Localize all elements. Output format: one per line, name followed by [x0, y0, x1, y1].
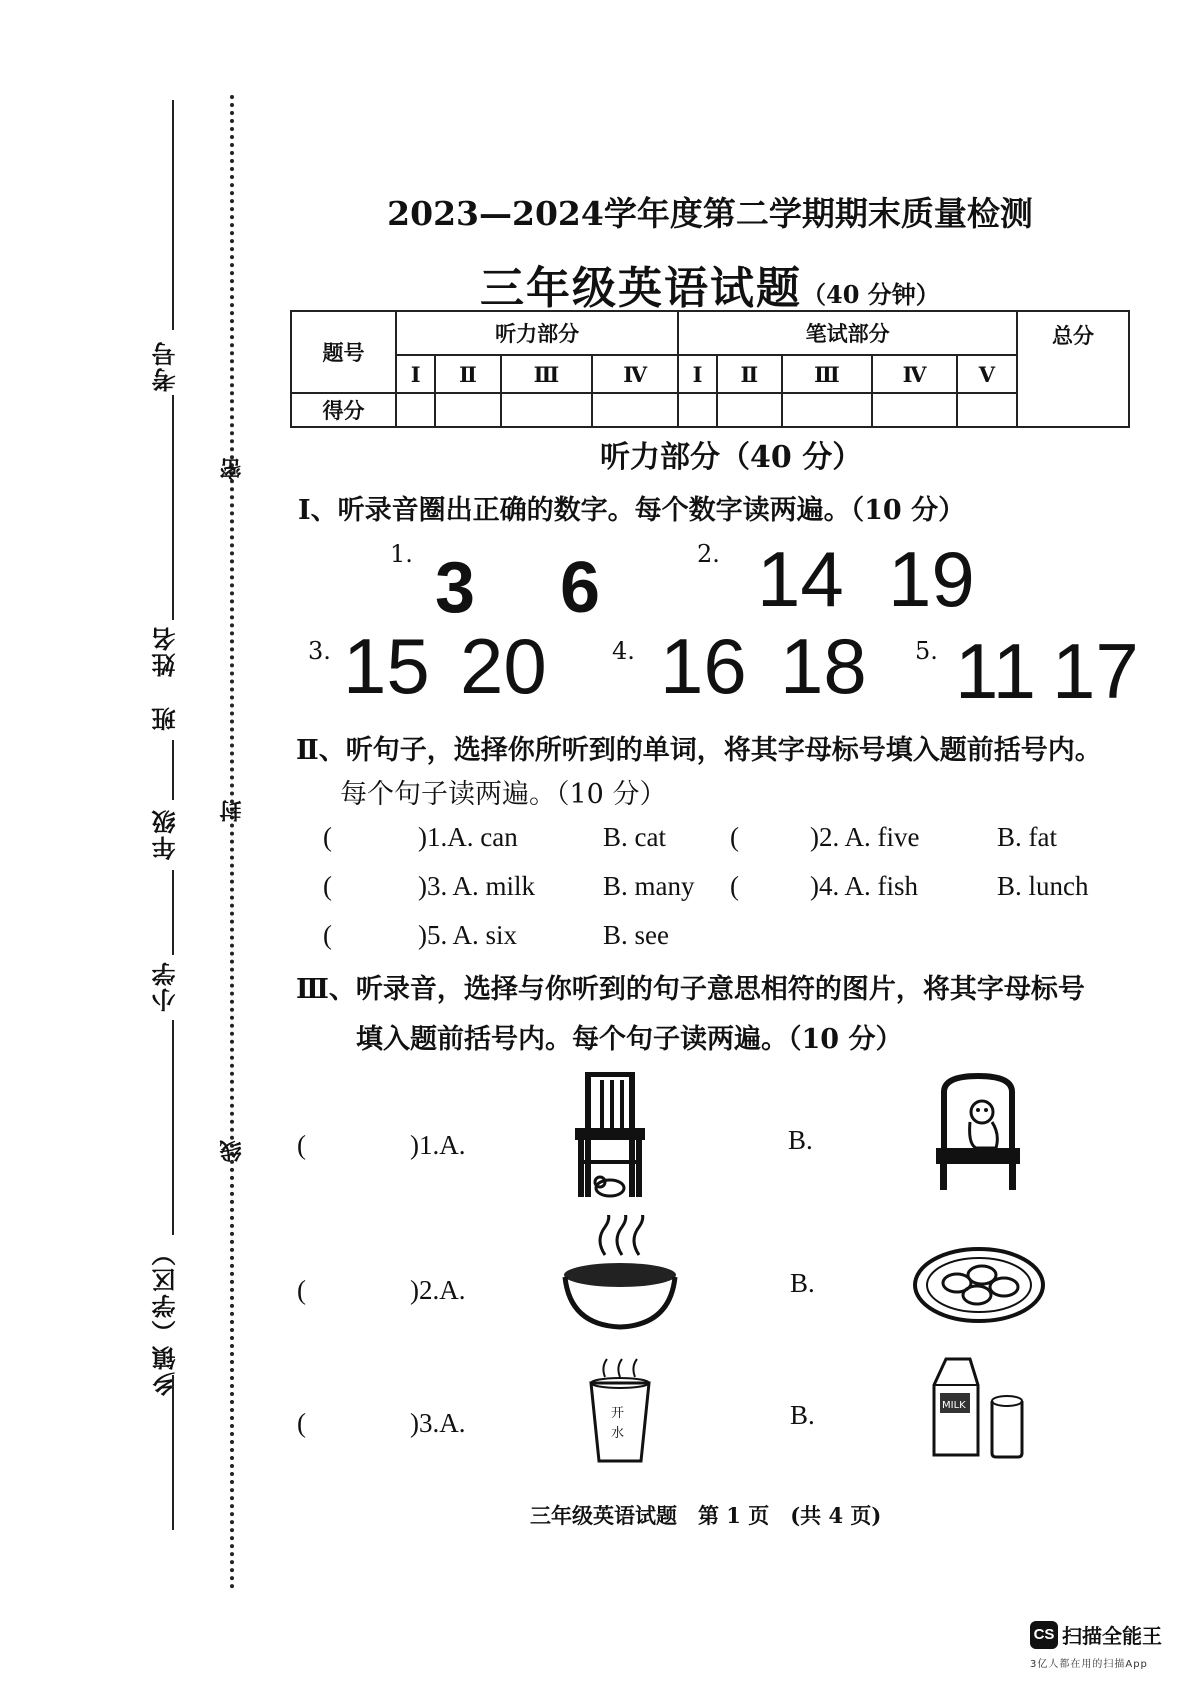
score-cell[interactable] [782, 393, 872, 427]
q3-item-1-a: )1.A. [410, 1130, 466, 1160]
water-glass-picture [585, 1355, 655, 1465]
q2-item-1-paren[interactable]: ( [323, 822, 332, 852]
q1-item-2-a[interactable]: 14 [757, 535, 844, 623]
score-cell[interactable] [717, 393, 782, 427]
score-table [290, 310, 1130, 428]
q2-item-3-paren[interactable]: ( [323, 871, 332, 901]
score-cell[interactable] [435, 393, 500, 427]
q2-item-2-a: )2. A. five [810, 822, 920, 852]
binding-line-3 [172, 740, 174, 800]
q2-heading-line-2: 每个句子读两遍。（10 分） [340, 779, 667, 810]
writing-col-2: Ⅱ [717, 355, 782, 393]
binding-line-4 [172, 870, 174, 955]
q2-item-1-b: B. cat [603, 822, 666, 852]
q2-item-3-b: B. many [603, 871, 695, 901]
listening-col-1: Ⅰ [396, 355, 435, 393]
dog-on-chair-picture [932, 1072, 1024, 1192]
q2-item-4-a: )4. A. fish [810, 871, 918, 901]
score-cell[interactable] [396, 393, 435, 427]
listening-col-3: Ⅲ [501, 355, 593, 393]
class-label: 班 [151, 705, 180, 731]
q2-heading-line-1: Ⅱ、听句子，选择你所听到的单词，将其字母标号填入题前括号内。 [296, 735, 1102, 766]
q1-item-1-label: 1. [390, 540, 413, 568]
cs-logo-icon: CS [1030, 1621, 1058, 1649]
writing-col-4: Ⅳ [872, 355, 957, 393]
q1-item-5-a[interactable]: 11 [955, 627, 1036, 715]
score-cell[interactable] [872, 393, 957, 427]
grade-label: 年级 [151, 808, 180, 860]
binding-line-2 [172, 395, 174, 620]
q1-heading: Ⅰ、听录音圈出正确的数字。每个数字读两遍。（10 分） [298, 495, 966, 526]
q3-item-2-b: B. [790, 1268, 815, 1298]
q1-item-3-label: 3. [308, 637, 331, 665]
listening-section-title: 听力部分（40 分） [600, 440, 863, 475]
milk-label: MILK [942, 1400, 966, 1411]
seal-char-feng: 封 [219, 800, 245, 822]
q2-item-4-paren[interactable]: ( [730, 871, 739, 901]
scanner-watermark [1030, 1620, 1162, 1649]
seal-dotted-line [230, 95, 234, 1590]
q3-heading-line-1: Ⅲ、听录音，选择与你听到的句子意思相符的图片，将其字母标号 [296, 974, 1085, 1005]
writing-col-1: Ⅰ [678, 355, 717, 393]
total-header [1017, 311, 1129, 427]
seal-char-mi: 密 [219, 458, 245, 480]
q1-item-5-label: 5. [915, 637, 938, 665]
q2-item-4-b: B. lunch [997, 871, 1089, 901]
binding-line-6 [172, 1375, 174, 1530]
noodles-bowl-picture [560, 1215, 680, 1335]
score-cell[interactable] [678, 393, 717, 427]
exam-no-label: 考号 [151, 340, 180, 392]
cat-under-chair-picture [560, 1070, 660, 1200]
writing-header: 笔试部分 [678, 311, 1017, 355]
total-label: 总分 [1052, 323, 1094, 348]
writing-col-5: Ⅴ [957, 355, 1017, 393]
q1-item-3-a[interactable]: 15 [343, 622, 430, 710]
scanner-app-name: 扫描全能王 [1062, 1624, 1162, 1648]
water-label-2: 水 [611, 1426, 625, 1441]
binding-line-5 [172, 1020, 174, 1235]
q3-item-3-a: )3.A. [410, 1408, 466, 1438]
listening-col-2: Ⅱ [435, 355, 500, 393]
binding-line-1 [172, 100, 174, 330]
seal-char-xian: 线 [219, 1140, 245, 1162]
q1-item-5-b[interactable]: 17 [1052, 627, 1139, 715]
q2-item-1-a: )1.A. can [418, 822, 518, 852]
q1-item-1-a[interactable]: 3 [435, 548, 504, 628]
milk-carton-picture [930, 1355, 1030, 1460]
name-label: 姓名 [151, 625, 180, 677]
q3-item-3-b: B. [790, 1400, 815, 1430]
q1-item-1-b[interactable]: 6 [560, 548, 629, 628]
scanner-slogan: 3亿人都在用的扫描App [1030, 1659, 1148, 1670]
exam-subtitle [480, 252, 940, 316]
q1-item-4-b[interactable]: 18 [780, 622, 867, 710]
q3-item-1-b: B. [788, 1125, 813, 1155]
score-cell[interactable] [592, 393, 678, 427]
q3-item-2-paren[interactable]: ( [297, 1275, 306, 1305]
q1-item-4-a[interactable]: 16 [660, 622, 747, 710]
score-cell[interactable] [501, 393, 593, 427]
water-label-1: 开 [611, 1406, 625, 1421]
page-footer: 三年级英语试题 第 1 页 (共 4 页) [530, 1503, 882, 1528]
score-row-label: 得分 [291, 393, 396, 427]
writing-col-3: Ⅲ [782, 355, 872, 393]
exam-title: 2023—2024学年度第二学期期末质量检测 [387, 194, 1033, 233]
q2-item-3-a: )3. A. milk [418, 871, 536, 901]
q3-item-3-paren[interactable]: ( [297, 1408, 306, 1438]
dumplings-plate-picture [912, 1245, 1047, 1325]
listening-col-4: Ⅳ [592, 355, 678, 393]
subtitle-text: 三年级英语试题 [480, 263, 802, 314]
q2-item-2-b: B. fat [997, 822, 1057, 852]
listening-header: 听力部分 [396, 311, 678, 355]
school-label: 小学 [151, 960, 180, 1012]
q3-heading-line-2: 填入题前括号内。每个句子读两遍。（10 分） [356, 1024, 903, 1055]
duration: （40 分钟） [802, 280, 940, 309]
q-number-header: 题号 [291, 311, 396, 393]
q1-item-3-b[interactable]: 20 [460, 622, 547, 710]
q2-item-5-b: B. see [603, 920, 669, 950]
q1-item-2-b[interactable]: 19 [888, 535, 975, 623]
q2-item-5-a: )5. A. six [418, 920, 518, 950]
q2-item-2-paren[interactable]: ( [730, 822, 739, 852]
q1-item-2-label: 2. [697, 540, 720, 568]
q1-item-4-label: 4. [612, 637, 635, 665]
score-cell[interactable] [957, 393, 1017, 427]
q2-item-5-paren[interactable]: ( [323, 920, 332, 950]
q3-item-2-a: )2.A. [410, 1275, 466, 1305]
q3-item-1-paren[interactable]: ( [297, 1130, 306, 1160]
town-label: 乡镇（学区） [151, 1240, 180, 1396]
